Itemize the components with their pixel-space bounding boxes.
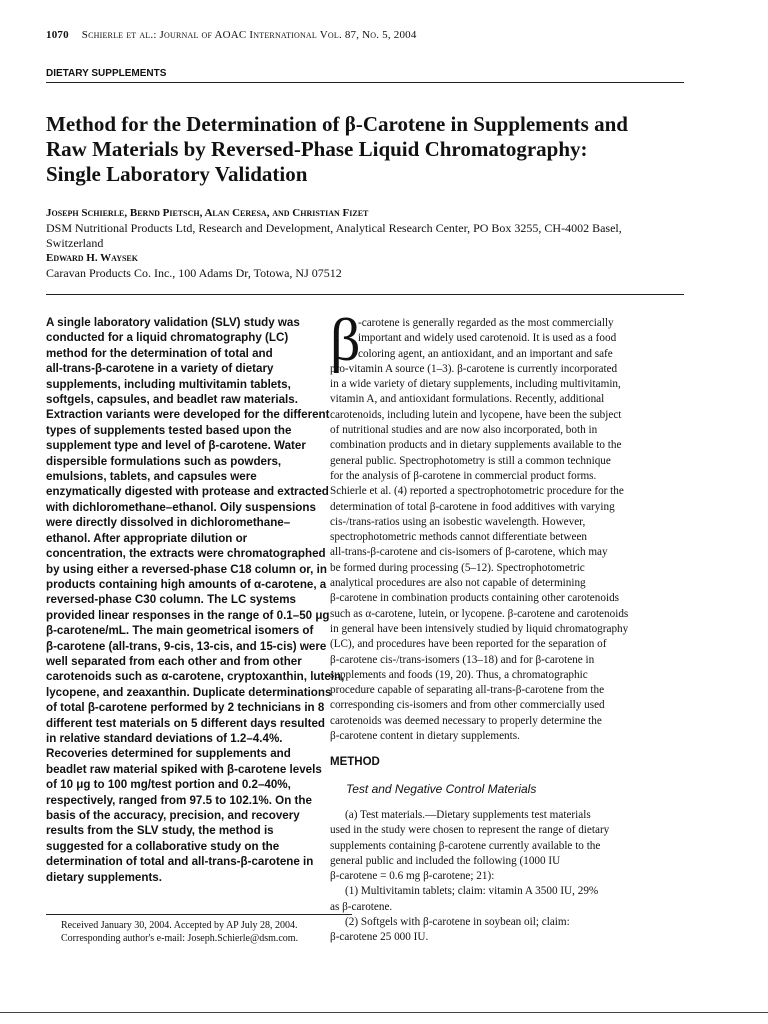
running-head: [46, 29, 417, 41]
affiliation-line: DSM Nutritional Products Ltd, Research and Development, Analytical Research Center, PO Box 3255, CH-4002 Basel,: [46, 221, 622, 235]
intro-line: -carotene is generally regarded as the most commercially: [358, 317, 614, 329]
section-heading-method: METHOD: [330, 756, 380, 768]
intro-line: be formed during processing (5–12). Spectrophotometric: [330, 561, 585, 574]
intro-line: supplements and foods (19, 20). Thus, a chromatographic: [330, 668, 588, 681]
author-block: [46, 206, 684, 281]
abstract-line: all-trans-β-carotene in a variety of dietary: [46, 362, 274, 376]
intro-line: β-carotene content in dietary supplements.: [330, 730, 520, 743]
intro-line: determination of total β-carotene in food additives with varying: [330, 500, 615, 513]
abstract-line: of total β-carotene performed by 2 technicians in 8: [46, 701, 325, 715]
method-body: [330, 808, 638, 946]
abstract-line: reversed-phase C30 column. The LC systems: [46, 593, 297, 607]
abstract-line: Extraction variants were developed for the different: [46, 408, 330, 422]
abstract-line: products containing high amounts of α-carotene, a: [46, 577, 327, 591]
footnote-line: Received January 30, 2004. Accepted by AP July 28, 2004.: [61, 920, 298, 931]
intro-line: analytical procedures are also not capable of determining: [330, 577, 586, 590]
intro-line: of nutritional studies and are now also incorporated, both in: [330, 424, 598, 437]
abstract-line: provided linear responses in the range of 0.1–50 μg: [46, 608, 330, 622]
abstract-line: results from the SLV study, the method is: [46, 824, 274, 838]
intro-line: pro-vitamin A source (1–3). β-carotene is currently incorporated: [330, 362, 618, 375]
abstract-line: A single laboratory validation (SLV) study was: [46, 316, 300, 329]
intro-line: in general have been intensively studied by liquid chromatography: [330, 622, 629, 635]
intro-line: vitamin A, and antioxidant formulations. Recently, additional: [330, 393, 605, 406]
abstract-line: emulsions, tablets, and capsules were: [46, 470, 257, 484]
method-line: (2) Softgels with β-carotene in soybean oil; claim:: [345, 916, 570, 929]
abstract-line: with dichloromethane–ethanol. Oily suspensions: [46, 500, 316, 514]
intro-line: cis-/trans-ratios using an isobestic wavelength. However,: [330, 515, 586, 528]
abstract-line: carotenoids such as α-carotene, cryptoxanthin, lutein,: [46, 670, 345, 684]
abstract-line: respectively, ranged from 97.5 to 102.1%. On the: [46, 793, 312, 807]
method-line: (a) Test materials.—Dietary supplements test materials: [345, 809, 591, 821]
method-line: general public and included the following (1000 IU: [330, 854, 561, 867]
section-label: DIETARY SUPPLEMENTS: [46, 68, 167, 79]
intro-line: procedure capable of separating all-trans-β-carotene from the: [330, 684, 605, 697]
abstract-line: different test materials on 5 different days resulted: [46, 716, 325, 730]
abstract-line: basis of the accuracy, precision, and recovery: [46, 809, 300, 822]
abstract: [46, 315, 354, 885]
article-title: [46, 112, 684, 187]
intro-line: in a wide variety of dietary supplements, including multivitamin,: [330, 378, 621, 391]
footnote-rule: [46, 914, 352, 915]
intro-line: carotenoids, including lutein and lycopene, have been the subject: [330, 408, 622, 421]
abstract-line: supplements, including multivitamin tablets,: [46, 377, 291, 391]
author-names: Edward H. Waysek: [46, 252, 138, 264]
method-line: used in the study were chosen to represent the range of dietary: [330, 824, 610, 837]
intro-line: for the analysis of β-carotene in commercial product forms.: [330, 469, 597, 482]
abstract-rule: [46, 294, 684, 295]
abstract-line: dietary supplements.: [46, 870, 162, 884]
method-line: β-carotene = 0.6 mg β-carotene; 21):: [330, 870, 495, 883]
method-line: β-carotene 25 000 IU.: [330, 931, 429, 944]
abstract-line: by using either a reversed-phase C18 column or, in: [46, 562, 327, 576]
title-line: Raw Materials by Reversed-Phase Liquid Chromatography:: [46, 137, 588, 161]
header-rule: [46, 82, 684, 83]
intro-line: spectrophotometric methods cannot differentiate between: [330, 531, 588, 544]
abstract-line: determination of total and all-trans-β-carotene in: [46, 855, 314, 869]
method-line: as β-carotene.: [330, 900, 393, 913]
abstract-line: suggested for a collaborative study on the: [46, 839, 280, 853]
subsection-heading: Test and Negative Control Materials: [346, 782, 537, 796]
abstract-line: lycopene, and zeaxanthin. Duplicate determinations: [46, 685, 332, 699]
abstract-line: concentration, the extracts were chromatographed: [46, 547, 326, 561]
intro-line: carotenoids was deemed necessary to properly determine the: [330, 714, 602, 727]
abstract-line: method for the determination of total and: [46, 346, 273, 360]
intro-line: β-carotene cis-/trans-isomers (13–18) and for β-carotene in: [330, 653, 595, 666]
intro-line: general public. Spectrophotometry is still a common technique: [330, 454, 611, 467]
abstract-line: types of supplements tested based upon the: [46, 423, 292, 437]
intro-body: [330, 362, 638, 744]
title-line: Single Laboratory Validation: [46, 162, 308, 186]
abstract-line: β-carotene (all-trans, 9-cis, 13-cis, and 15-cis) were: [46, 639, 327, 653]
abstract-line: in relative standard deviations of 1.2–4.4%.: [46, 731, 283, 745]
abstract-line: conducted for a liquid chromatography (LC): [46, 331, 289, 345]
abstract-line: Recoveries determined for supplements and: [46, 747, 291, 761]
footnote-line: Corresponding author's e-mail: Joseph.Schierle@dsm.com.: [61, 932, 299, 944]
method-line: supplements containing β-carotene currently available to the: [330, 839, 601, 852]
abstract-line: softgels, capsules, and beadlet raw materials.: [46, 393, 298, 407]
running-head-text: Schierle et al.: Journal of AOAC International Vol. 87, No. 5, 2004: [81, 29, 417, 41]
affiliation-line: Switzerland: [46, 236, 104, 250]
drop-cap: β: [330, 307, 361, 373]
abstract-line: were directly dissolved in dichloromethane–: [46, 516, 291, 530]
intro-line: combination products and in dietary supplements available to the: [330, 439, 622, 452]
intro-line: (LC), and procedures have been reported for the separation of: [330, 638, 607, 651]
intro-line: important and widely used carotenoid. It is used as a food: [358, 332, 617, 345]
abstract-line: well separated from each other and from other: [46, 654, 302, 668]
abstract-line: enzymatically digested with protease and extracted: [46, 485, 329, 499]
intro-line: corresponding cis-isomers and from other commercially used: [330, 699, 605, 712]
intro-line: such as α-carotene, lutein, or lycopene. β-carotene and carotenoids: [330, 607, 629, 620]
abstract-line: beadlet raw material spiked with β-carotene levels: [46, 762, 322, 776]
abstract-line: of 10 μg to 100 mg/test portion and 0.2–40%,: [46, 778, 291, 792]
page-number: 1070: [46, 29, 69, 41]
title-line: Method for the Determination of β-Carotene in Supplements and: [46, 112, 628, 136]
method-line: (1) Multivitamin tablets; claim: vitamin A 3500 IU, 29%: [345, 885, 599, 898]
abstract-line: ethanol. After appropriate dilution or: [46, 531, 248, 545]
abstract-line: supplement type and level of β-carotene. Water: [46, 439, 306, 453]
footnote: [61, 920, 298, 945]
affiliation: [46, 221, 684, 251]
abstract-line: dispersible formulations such as powders,: [46, 454, 282, 468]
affiliation: Caravan Products Co. Inc., 100 Adams Dr, Totowa, NJ 07512: [46, 266, 342, 280]
introduction: [330, 307, 638, 744]
intro-line: coloring agent, an antioxidant, and an important and safe: [358, 347, 613, 360]
page-bottom-rule: [0, 1012, 768, 1013]
intro-line: all-trans-β-carotene and cis-isomers of β-carotene, which may: [330, 546, 608, 559]
intro-line: β-carotene in combination products containing other carotenoids: [330, 592, 620, 605]
author-names: Joseph Schierle, Bernd Pietsch, Alan Ceresa, and Christian Fizet: [46, 207, 369, 219]
intro-line: Schierle et al. (4) reported a spectrophotometric procedure for the: [330, 485, 624, 498]
abstract-line: β-carotene/mL. The main geometrical isomers of: [46, 624, 314, 638]
